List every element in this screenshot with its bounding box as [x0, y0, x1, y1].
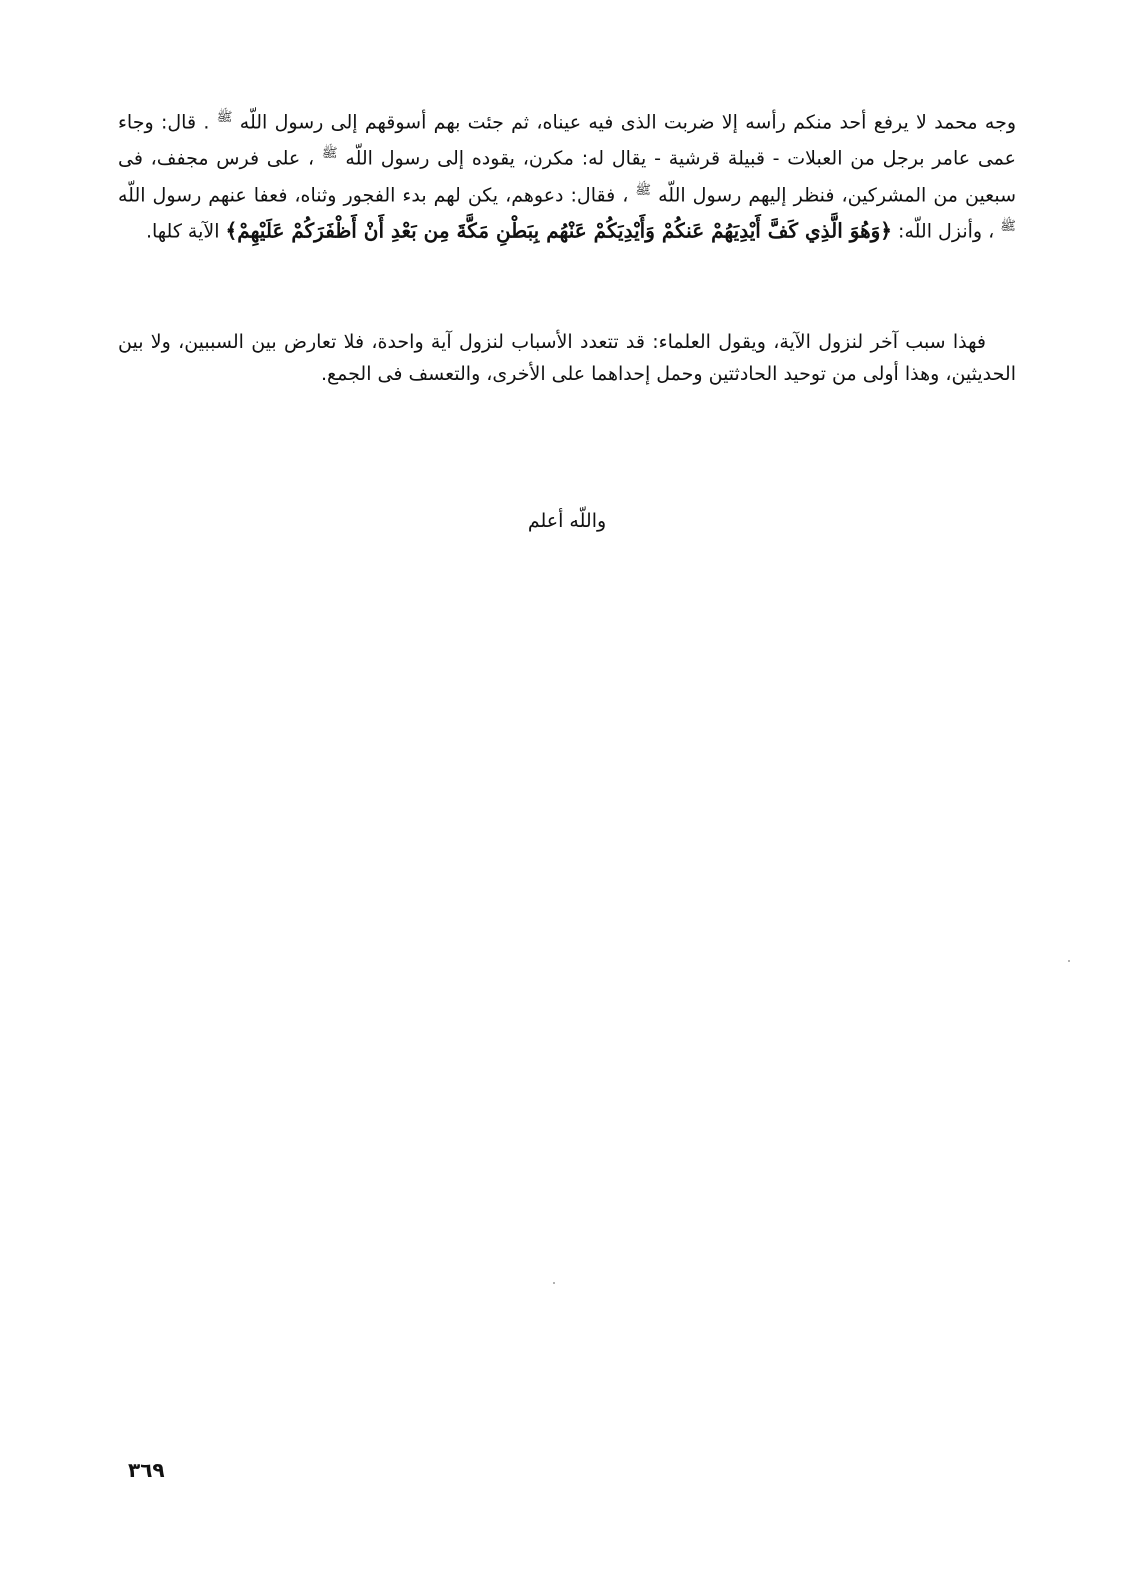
paragraph-1-line-6: الآية كلها. [145, 220, 220, 243]
paragraph-1 [118, 102, 1016, 247]
salutation-mark: ﷺ [321, 146, 338, 162]
paragraph-1-line-2: . قال: وجاء عمى عامر برجل من العبلات - قبيلة قرشية - يقال له: مكرن، يقوده إلى رسول اللّه [118, 111, 1016, 170]
page-number: ٣٦٩ [128, 1458, 165, 1482]
salutation-mark: ﷺ [1000, 218, 1016, 234]
salutation-mark: ﷺ [216, 110, 233, 125]
paragraph-2-text: فهذا سبب آخر لنزول الآية، ويقول العلماء: قد تتعدد الأسباب لنزول آية واحدة، فلا تعارض بين السببين، ولا بين الحديثين، وهذا أولى من توحيد الحادثتين وحمل إحداهما على الأخرى، والتعسف فى الجمع. [118, 331, 1016, 385]
salutation-mark: ﷺ [635, 182, 652, 198]
paragraph-1-line-1: وجه محمد لا يرفع أحد منكم رأسه إلا ضربت الذى فيه عيناه، ثم جئت بهم أسوقهم إلى رسول اللّه [239, 111, 1017, 134]
paragraph-2 [118, 326, 1016, 390]
quran-verse: ﴿وَهُوَ الَّذِي كَفَّ أَيْدِيَهُمْ عَنكُمْ وَأَيْدِيَكُمْ عَنْهُم بِبَطْنِ مَكَّةَ مِن بَعْدِ أَنْ أَظْفَرَكُمْ عَلَيْهِمْ﴾ [225, 218, 892, 243]
paragraph-1-line-4: ، فقال: دعوهم، يكن لهم بدء الفجور وثناه، فعفا عنهم رسول اللّه [118, 183, 629, 206]
paragraph-1-line-5: ، وأنزل اللّه: [898, 220, 995, 243]
closing-phrase: واللّه أعلم [527, 510, 607, 532]
scan-speck [553, 1282, 555, 1284]
paragraph-1-line-3: ، على فرس مجفف، فى سبعين من المشركين، فنظر إليهم رسول اللّه [118, 147, 1017, 206]
scan-speck [1068, 960, 1070, 962]
